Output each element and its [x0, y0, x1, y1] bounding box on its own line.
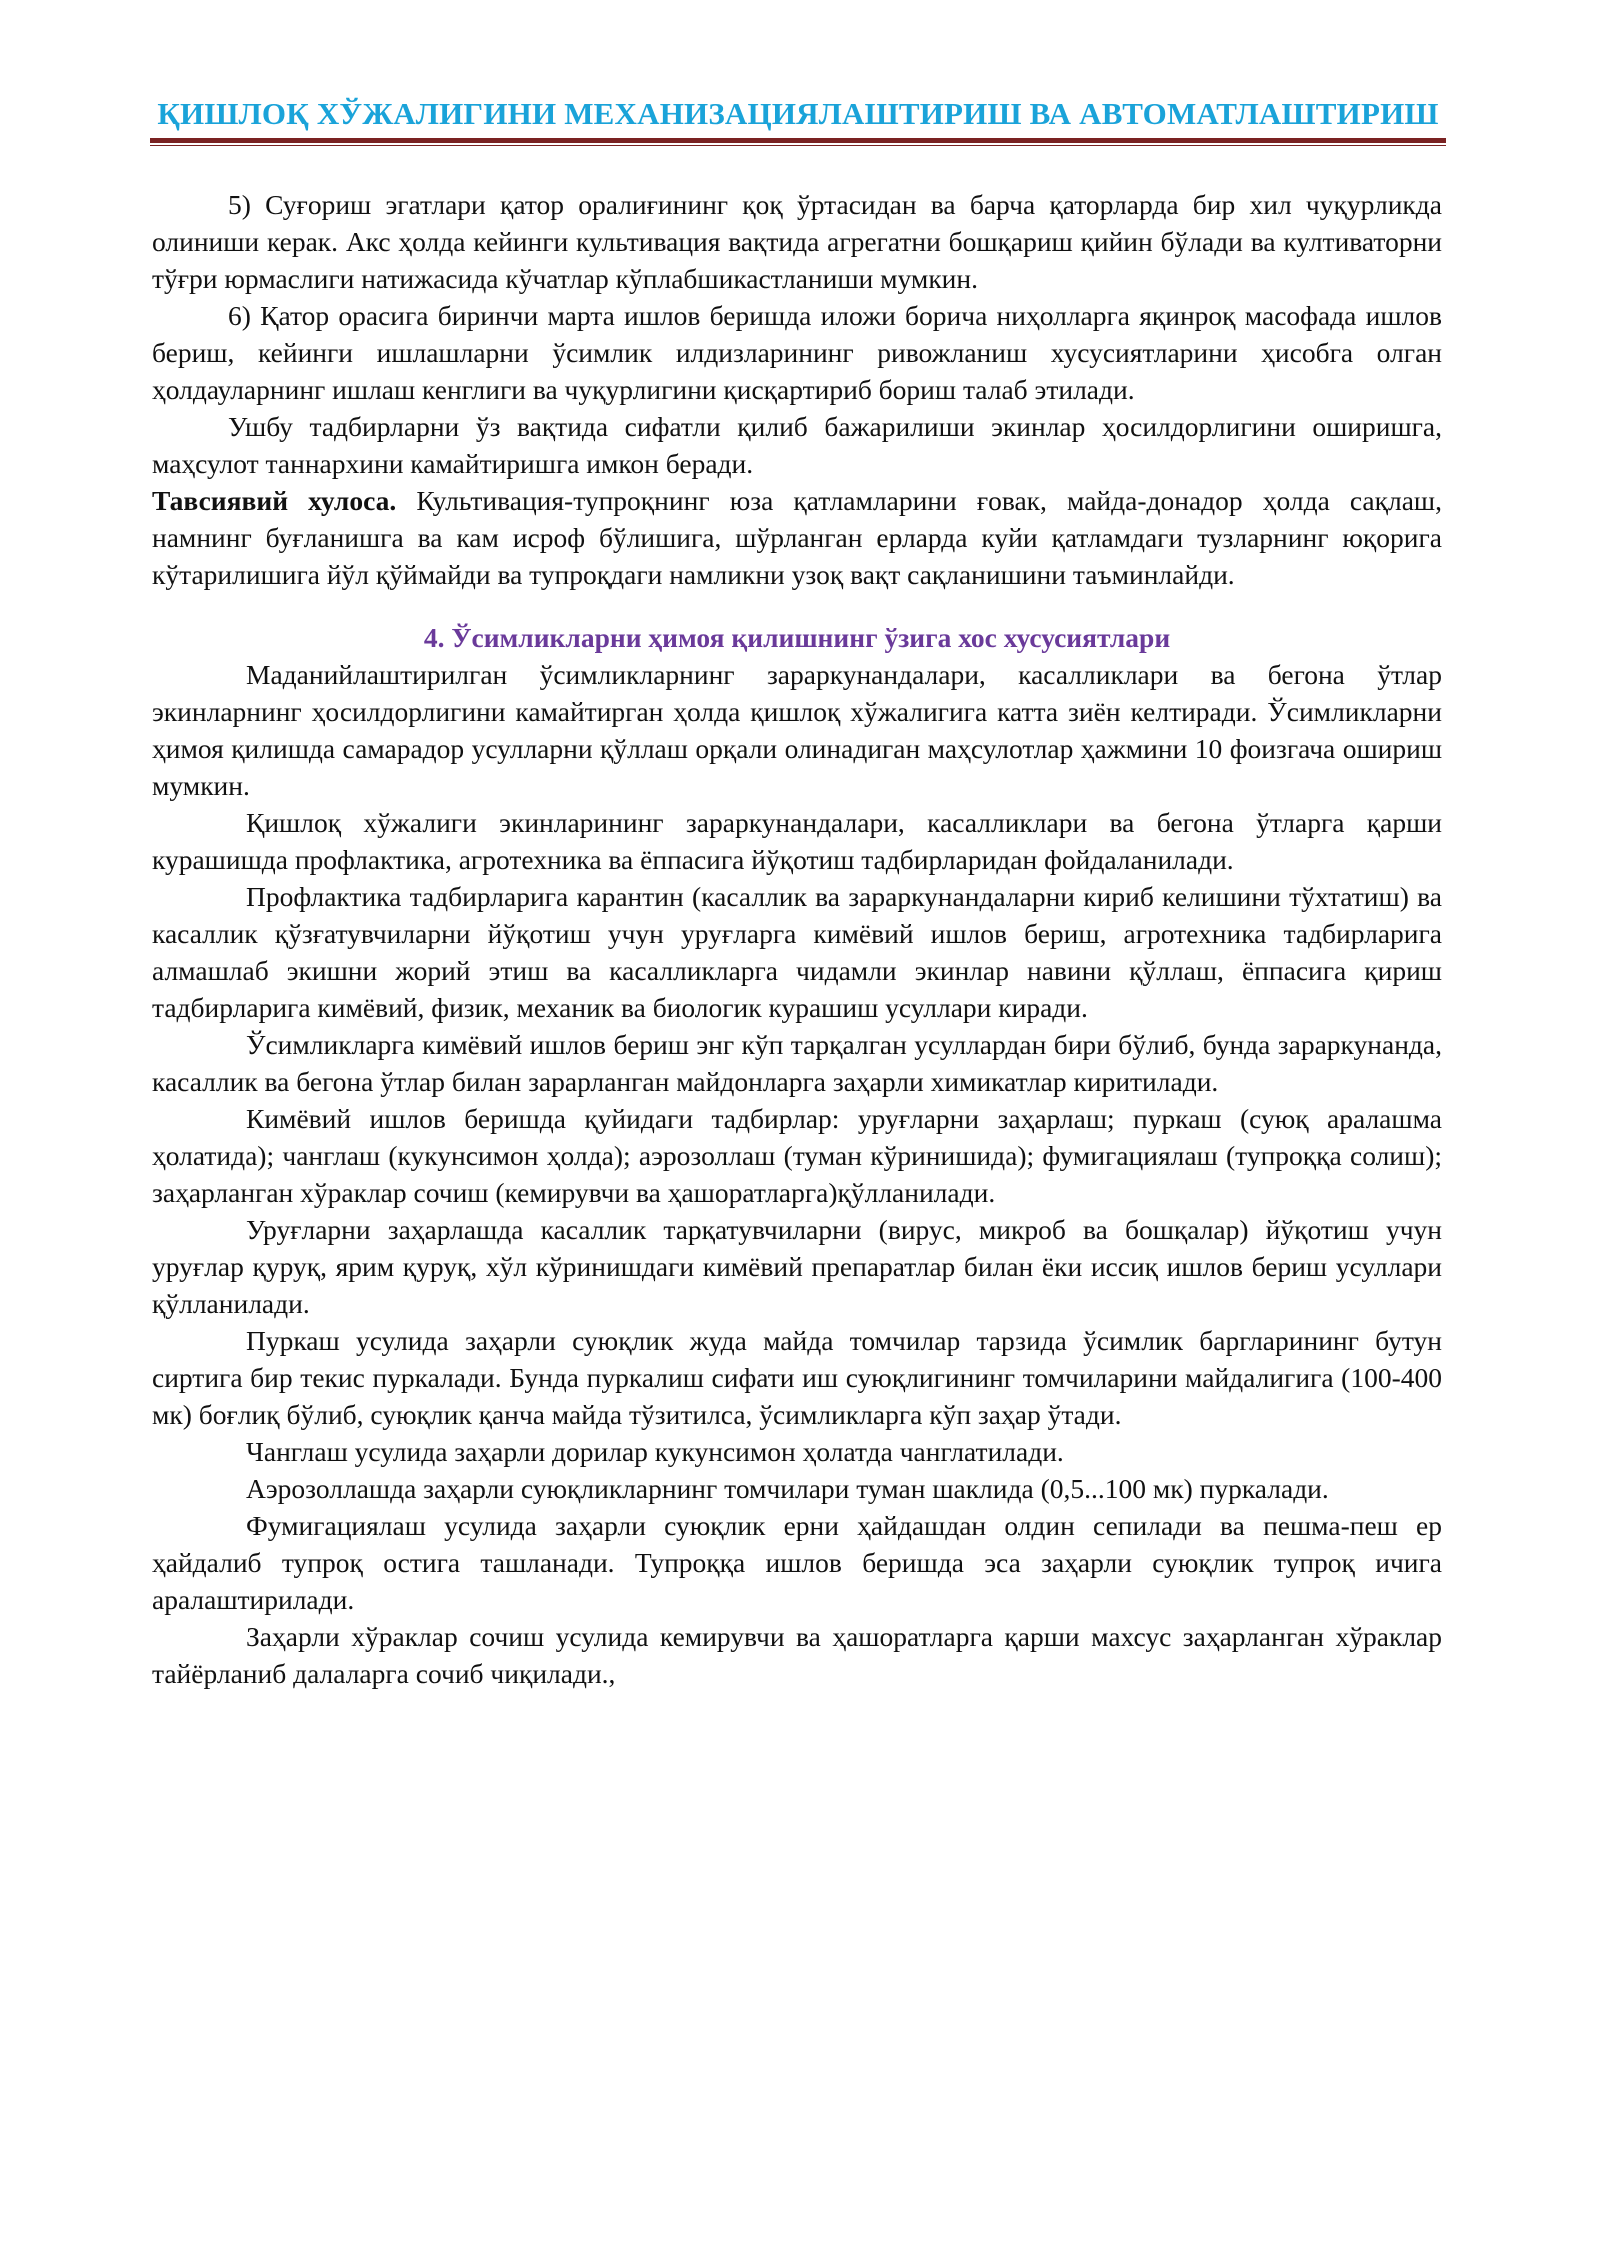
section-paragraph: Пуркаш усулида заҳарли суюқлик жуда майда томчилар тарзида ўсимлик баргларининг бутун сиртига бир текис пуркалади. Бунда пуркалиш сифати иш суюқлигининг томчиларини майдалигига (100-400 мк) боғлиқ бўлиб, суюқлик қанча майда тўзитилса, ўсимликларга кўп заҳар ўтади.: [152, 1325, 1442, 1430]
header-rule-thick: [150, 138, 1446, 143]
document-body: [152, 186, 1442, 1692]
section-paragraph: Профлактика тадбирларига карантин (касаллик ва зараркунандаларни кириб келишини тўхтатиш) ва касаллик қўзғатувчиларни йўқотиш учун уруғларга кимёвий ишлов бериш, агротехника тадбирларига алмашлаб экишни жорий этиш ва касалликларга чидамли экинлар навини қўллаш, ёппасига қириш тадбирларига кимёвий, физик, механик ва биологик курашиш усуллари киради.: [152, 881, 1442, 1023]
paragraph-summary: Ушбу тадбирларни ўз вақтида сифатли қилиб бажарилиши экинлар ҳосилдорлигини оширишга, маҳсулот таннархини камайтиришга имкон беради.: [152, 411, 1442, 479]
section-paragraph: Қишлоқ хўжалиги экинларининг зараркунандалари, касалликлари ва бегона ўтларга қарши курашишда профлактика, агротехника ва ёппасига йўқотиш тадбирларидан фойдаланилади.: [152, 807, 1442, 875]
header-rule-thin: [150, 145, 1446, 146]
conclusion-text: Культивация-тупроқнинг юза қатламларини ғовак, майда-донадор ҳолда сақлаш, намнинг буғланишга ва кам исроф бўлишига, шўрланган ерларда куйи қатламдаги тузларнинг юқорига кўтарилишига йўл қўймайди ва тупроқдаги намликни узоқ вақт сақланишини таъминлайди.: [152, 485, 1442, 590]
section-paragraph: Маданийлаштирилган ўсимликларнинг зараркунандалари, касалликлари ва бегона ўтлар экинларнинг ҳосилдорлигини камайтирган ҳолда қишлоқ хўжалигига катта зиён келтиради. Ўсимликларни ҳимоя қилишда самарадор усулларни қўллаш орқали олинадиган маҳсулотлар ҳажмини 10 фоизгача ошириш мумкин.: [152, 659, 1442, 801]
section-paragraph: Ўсимликларга кимёвий ишлов бериш энг кўп тарқалган усуллардан бири бўлиб, бунда зараркунанда, касаллик ва бегона ўтлар билан зарарланган майдонларга заҳарли химикатлар киритилади.: [152, 1029, 1442, 1097]
section-paragraph: Аэрозоллашда заҳарли суюқликларнинг томчилари туман шаклида (0,5...100 мк) пуркалади.: [246, 1473, 1329, 1504]
paragraph-item-6: 6) Қатор орасига биринчи марта ишлов беришда иложи борича ниҳолларга яқинроқ масофада ишлов бериш, кейинги ишлашларни ўсимлик илдизларининг ривожланиш хусусиятларини ҳисобга олган ҳолдауларнинг ишлаш кенглиги ва чуқурлигини қисқартириб бориш талаб этилади.: [152, 300, 1442, 405]
running-header-title: ҚИШЛОҚ ХЎЖАЛИГИНИ МЕХАНИЗАЦИЯЛАШТИРИШ ВА АВТОМАТЛАШТИРИШ: [157, 96, 1439, 131]
section-paragraph: Фумигациялаш усулида заҳарли суюқлик ерни ҳайдашдан олдин сепилади ва пешма-пеш ер ҳайдалиб тупроқ остига ташланади. Тупроққа ишлов беришда эса заҳарли суюқлик тупроқ ичига аралаштирилади.: [152, 1510, 1442, 1615]
section-paragraph: Уруғларни заҳарлашда касаллик тарқатувчиларни (вирус, микроб ва бошқалар) йўқотиш учун уруғлар қуруқ, ярим қуруқ, хўл кўринишдаги кимёвий препаратлар билан ёки иссиқ ишлов бериш усуллари қўлланилади.: [152, 1214, 1442, 1319]
section-heading: 4. Ўсимликларни ҳимоя қилишнинг ўзига хос хусусиятлари: [423, 622, 1171, 653]
paragraph-item-5: 5) Суғориш эгатлари қатор оралиғининг қоқ ўртасидан ва барча қаторларда бир хил чуқурликда олиниши керак. Акс ҳолда кейинги культивация вақтида агрегатни бошқариш қийин бўлади ва култиваторни тўғри юрмаслиги натижасида кўчатлар кўплабшикастланиши мумкин.: [152, 189, 1442, 294]
conclusion-label: Тавсиявий хулоса.: [152, 485, 397, 516]
paragraph-conclusion: [152, 482, 1442, 593]
section-paragraph: Чанглаш усулида заҳарли дорилар кукунсимон ҳолатда чанглатилади.: [246, 1436, 1064, 1467]
section-paragraph: Кимёвий ишлов беришда қуйидаги тадбирлар: уруғларни заҳарлаш; пуркаш (суюқ аралашма ҳолатида); чанглаш (кукунсимон ҳолда); аэрозоллаш (туман кўринишида); фумигациялаш (тупроққа солиш); заҳарланган хўраклар сочиш (кемирувчи ва ҳашоратларга)қўлланилади.: [152, 1103, 1442, 1208]
section-paragraph: Заҳарли хўраклар сочиш усулида кемирувчи ва ҳашоратларга қарши махсус заҳарланган хўраклар тайёрланиб далаларга сочиб чиқилади.,: [152, 1621, 1442, 1689]
